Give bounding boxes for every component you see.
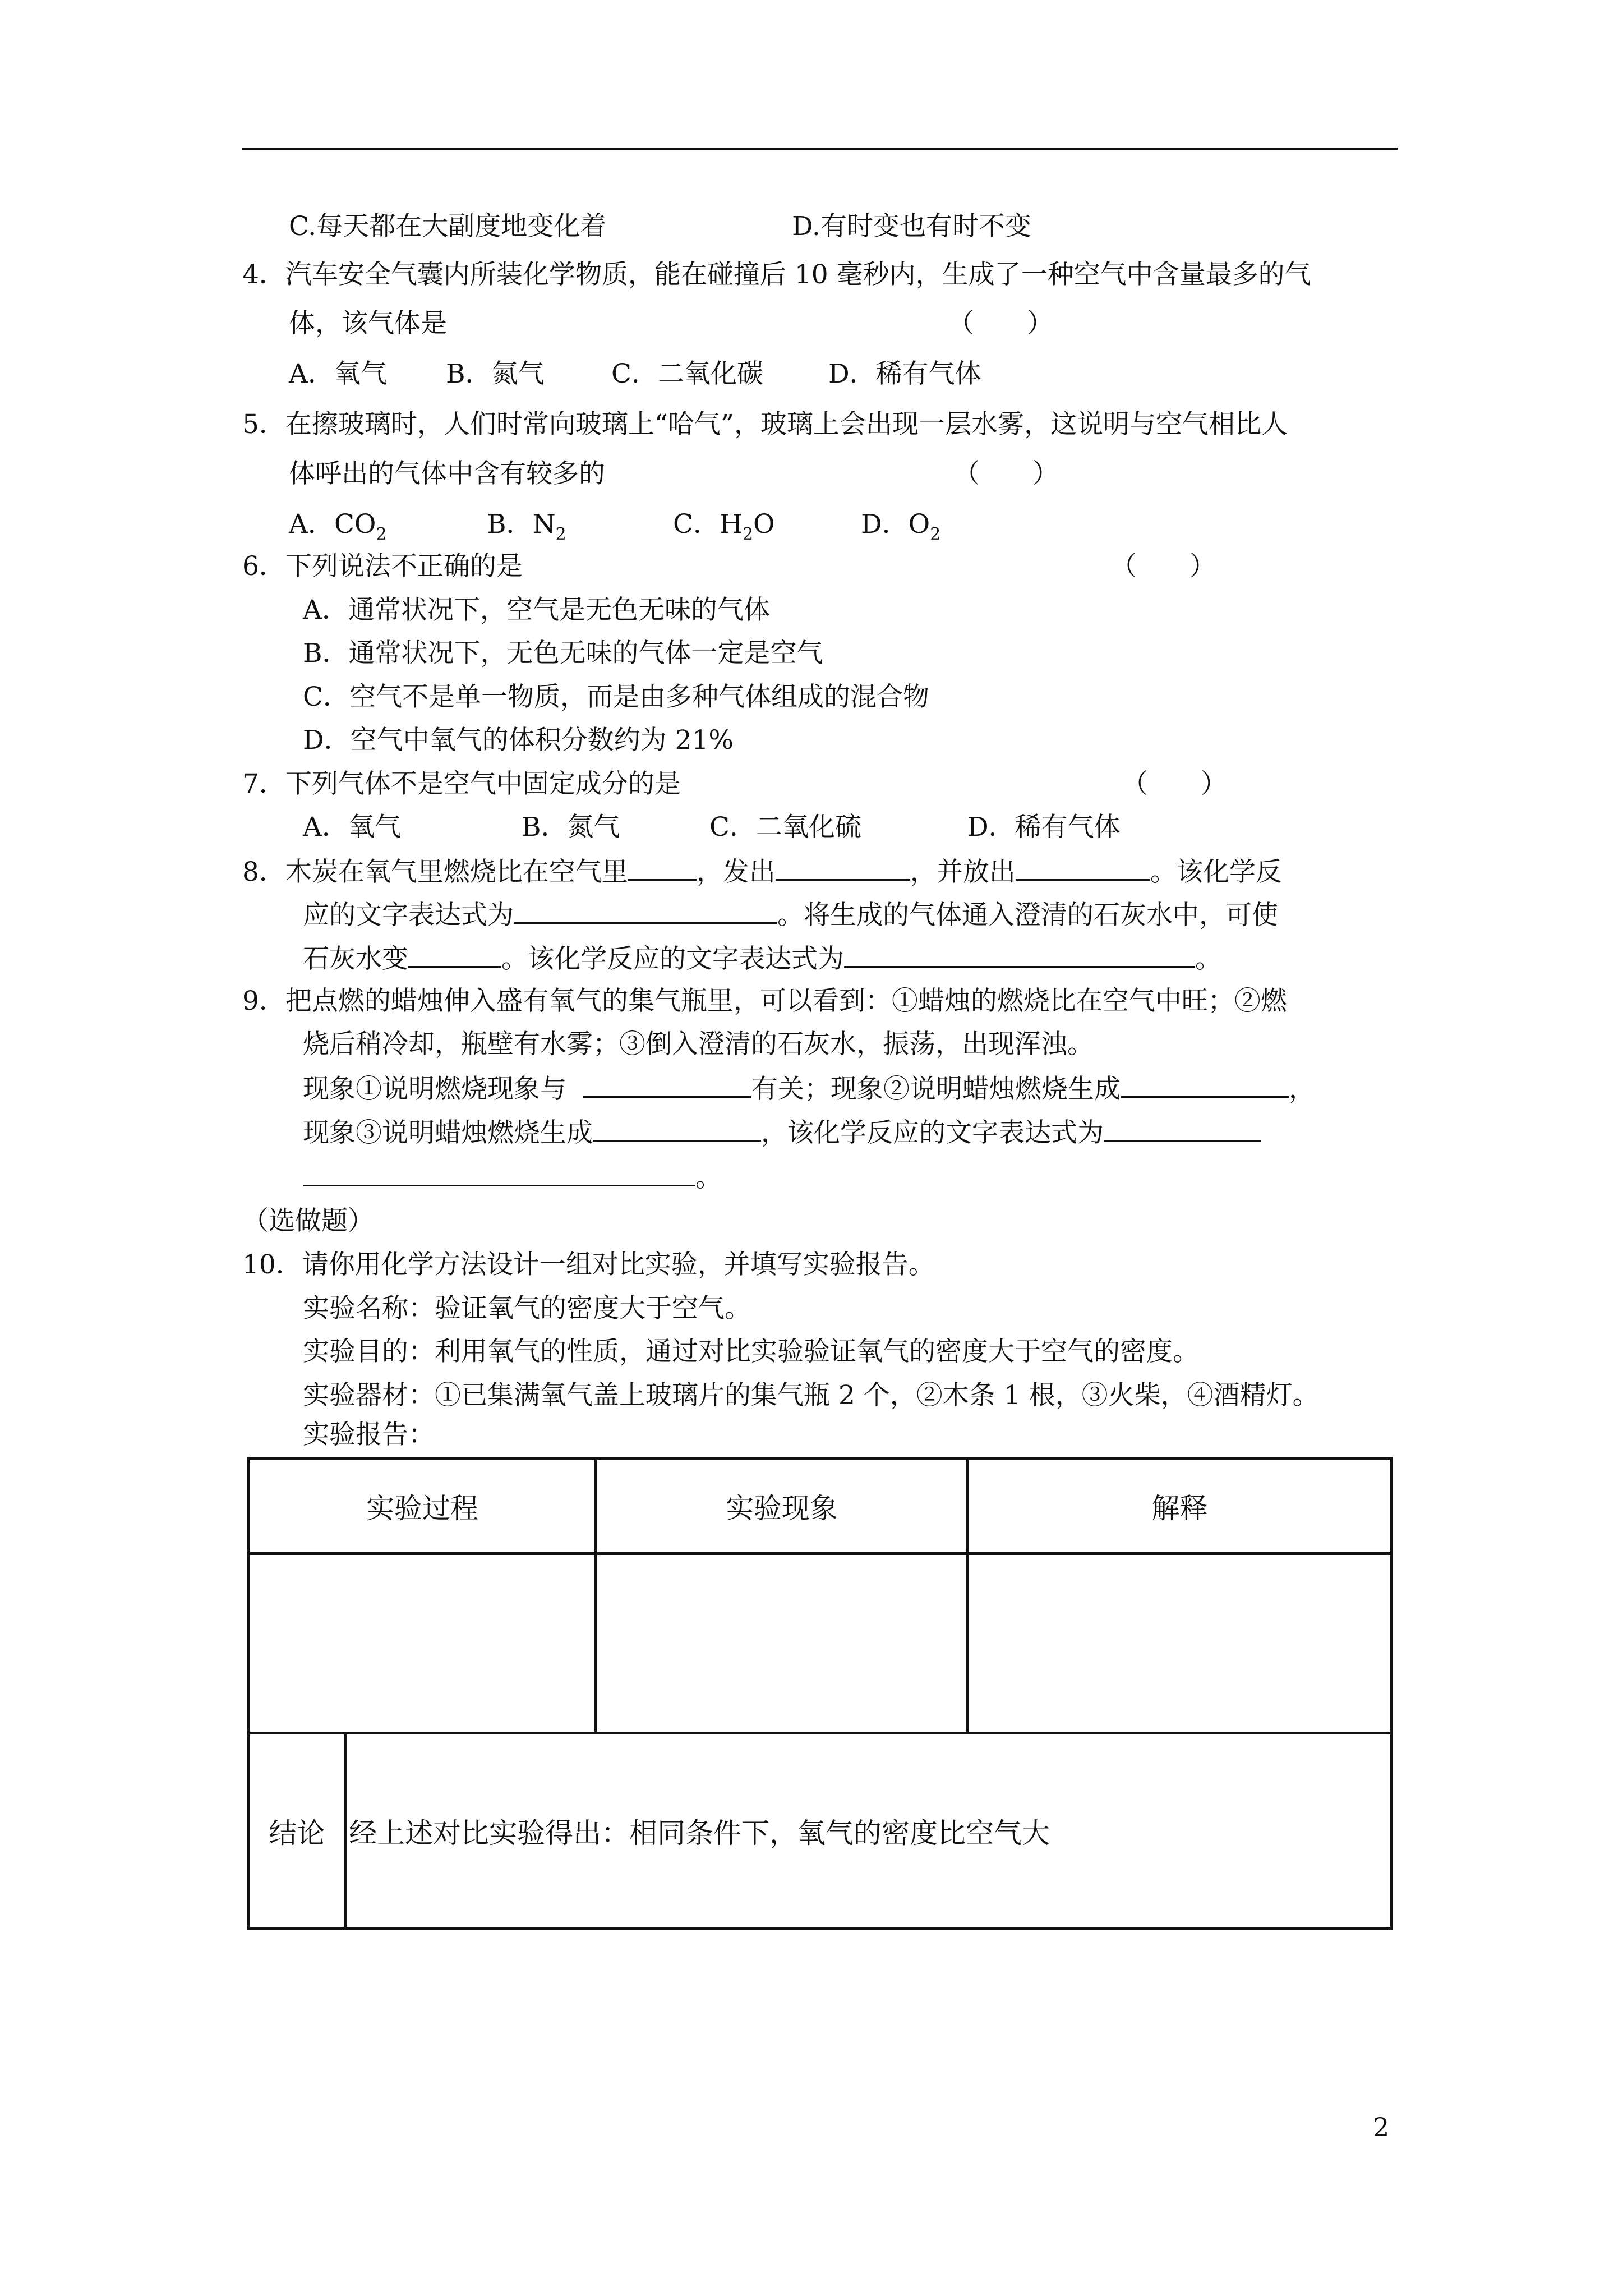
explanation-cell[interactable] bbox=[968, 1554, 1392, 1733]
q9-blank-5[interactable] bbox=[303, 1160, 695, 1186]
q9-stem-line2: 烧后稍冷却，瓶壁有水雾；③倒入澄清的石灰水，振荡，出现浑浊。 bbox=[303, 1029, 1094, 1060]
q4-option-d: D．稀有气体 bbox=[828, 358, 981, 389]
q7-option-d: D．稀有气体 bbox=[967, 812, 1121, 843]
q5-option-c: C．$H_2O$ bbox=[673, 509, 775, 544]
header-explanation: 解释 bbox=[968, 1458, 1392, 1554]
table-answer-row bbox=[249, 1554, 1392, 1733]
q10-report-label: 实验报告： bbox=[303, 1419, 435, 1450]
q3-option-d: D.有时变也有时不变 bbox=[792, 211, 1031, 242]
conclusion-text: 经上述对比实验得出：相同条件下，氧气的密度比空气大 bbox=[345, 1733, 1392, 1929]
procedure-cell[interactable] bbox=[249, 1554, 596, 1733]
q8-blank-4[interactable] bbox=[514, 898, 777, 924]
q10-stem: 10．请你用化学方法设计一组对比实验，并填写实验报告。 bbox=[242, 1249, 935, 1280]
q9-blank-2[interactable] bbox=[1121, 1071, 1289, 1098]
q5-option-a: A．$CO_2$ bbox=[289, 509, 387, 544]
q7-option-c: C．二氧化硫 bbox=[709, 812, 861, 843]
q8-line3: 石灰水变 。该化学反应的文字表达式为 。 bbox=[303, 941, 1221, 976]
q9-blank-3[interactable] bbox=[593, 1115, 761, 1142]
q9-line4: 现象③说明蜡烛燃烧生成 ，该化学反应的文字表达式为 bbox=[303, 1115, 1261, 1150]
optional-section-label: （选做题） bbox=[242, 1205, 374, 1236]
q6-option-b: B．通常状况下，无色无味的气体一定是空气 bbox=[303, 638, 823, 669]
q5-option-b: B．$N_2$ bbox=[487, 509, 566, 544]
q6-stem: 6．下列说法不正确的是 bbox=[242, 551, 523, 582]
table-header-row bbox=[249, 1458, 1392, 1554]
q6-option-d: D．空气中氧气的体积分数约为 21% bbox=[303, 725, 734, 756]
q5-answer-bracket: （ ） bbox=[953, 458, 1059, 489]
q8-blank-2[interactable] bbox=[776, 854, 910, 881]
q10-experiment-equipment: 实验器材：①已集满氧气盖上玻璃片的集气瓶 2 个，②木条 1 根，③火柴，④酒精灯。 bbox=[303, 1380, 1319, 1411]
q8-line1: 8．木炭在氧气里燃烧比在空气里 ，发出 ，并放出 。该化学反 bbox=[242, 854, 1282, 889]
q8-blank-6[interactable] bbox=[844, 941, 1195, 968]
q8-blank-5[interactable] bbox=[408, 941, 501, 968]
q3-option-c: C.每天都在大副度地变化着 bbox=[289, 211, 607, 242]
q6-option-a: A．通常状况下，空气是无色无味的气体 bbox=[303, 595, 770, 625]
q9-line3: 现象①说明燃烧现象与 有关；现象②说明蜡烛燃烧生成 ， bbox=[303, 1071, 1315, 1106]
q5-option-d: D．$O_2$ bbox=[861, 509, 941, 544]
q10-experiment-name: 实验名称：验证氧气的密度大于空气。 bbox=[303, 1293, 751, 1324]
q4-option-c: C．二氧化碳 bbox=[611, 358, 763, 389]
q4-option-b: B．氮气 bbox=[446, 358, 545, 389]
experiment-report-table bbox=[247, 1457, 1393, 1930]
header-procedure: 实验过程 bbox=[249, 1458, 596, 1554]
q5-stem-line1: 5．在擦玻璃时，人们时常向玻璃上“哈气”，玻璃上会出现一层水雾，这说明与空气相比人 bbox=[242, 409, 1288, 440]
q9-blank-4[interactable] bbox=[1104, 1115, 1261, 1142]
q4-answer-bracket: （ ） bbox=[948, 308, 1053, 339]
q8-blank-1[interactable] bbox=[628, 854, 697, 881]
table-conclusion-row bbox=[249, 1733, 1392, 1929]
header-phenomenon: 实验现象 bbox=[596, 1458, 968, 1554]
q7-option-b: B．氮气 bbox=[522, 812, 620, 843]
q9-line5: 。 bbox=[303, 1160, 722, 1195]
q10-experiment-purpose: 实验目的：利用氧气的性质，通过对比实验验证氧气的密度大于空气的密度。 bbox=[303, 1336, 1199, 1367]
conclusion-label: 结论 bbox=[249, 1733, 345, 1929]
q5-stem-line2: 体呼出的气体中含有较多的 bbox=[289, 458, 605, 489]
q6-option-c: C．空气不是单一物质，而是由多种气体组成的混合物 bbox=[303, 682, 929, 712]
q9-blank-1[interactable] bbox=[583, 1071, 751, 1098]
q8-line2: 应的文字表达式为 。将生成的气体通入澄清的石灰水中，可使 bbox=[303, 898, 1278, 932]
page-number: 2 bbox=[1373, 2112, 1390, 2142]
q4-stem-line1: 4．汽车安全气囊内所装化学物质，能在碰撞后 10 毫秒内，生成了一种空气中含量最多的气 bbox=[242, 259, 1311, 290]
phenomenon-cell[interactable] bbox=[596, 1554, 968, 1733]
header-rule bbox=[242, 148, 1398, 150]
q6-answer-bracket: （ ） bbox=[1110, 551, 1216, 582]
q9-stem-line1: 9．把点燃的蜡烛伸入盛有氧气的集气瓶里，可以看到：①蜡烛的燃烧比在空气中旺；②燃 bbox=[242, 986, 1287, 1016]
q7-option-a: A．氧气 bbox=[303, 812, 401, 843]
q4-option-a: A．氧气 bbox=[289, 358, 387, 389]
q7-stem: 7．下列气体不是空气中固定成分的是 bbox=[242, 769, 681, 799]
q8-blank-3[interactable] bbox=[1016, 854, 1150, 881]
q7-answer-bracket: （ ） bbox=[1122, 769, 1227, 799]
q4-stem-line2: 体，该气体是 bbox=[289, 308, 447, 339]
